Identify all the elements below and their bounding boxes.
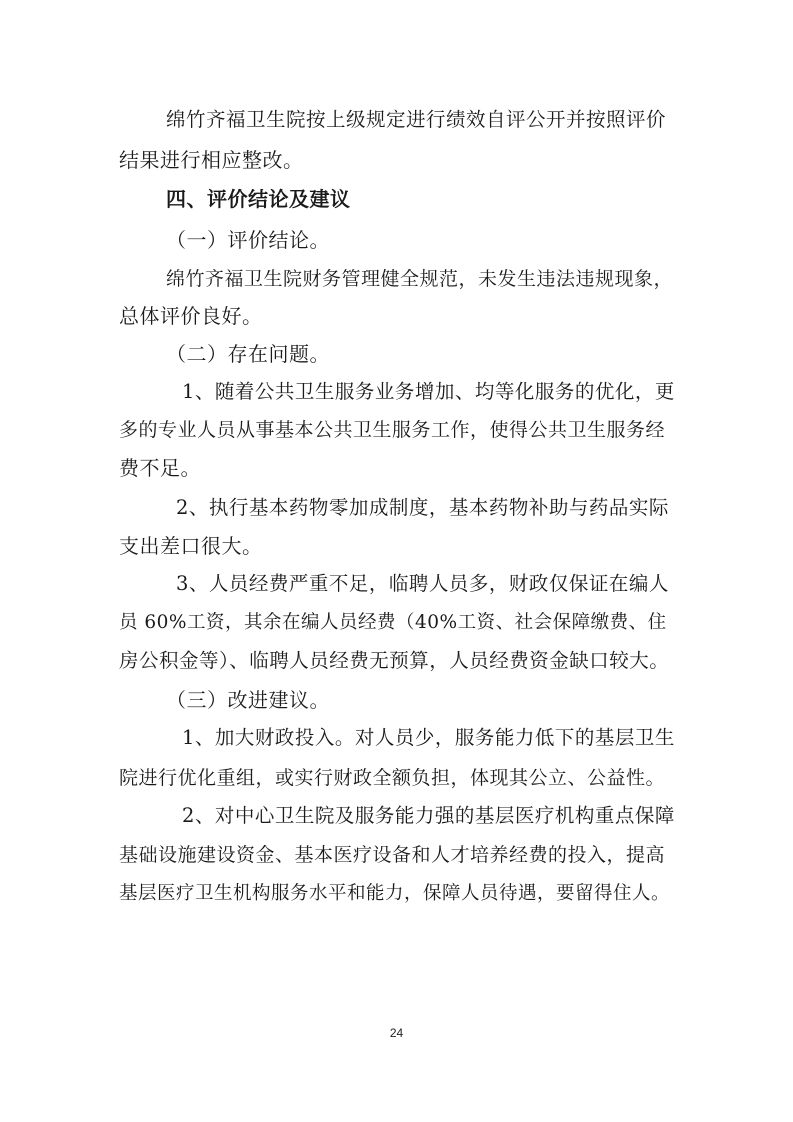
paragraph-line: 3、人员经费严重不足，临聘人员多，财政仅保证在编人 [176, 572, 669, 595]
paragraph-line: 房公积金等）、临聘人员经费无预算，人员经费资金缺口较大。 [119, 649, 670, 672]
page-number: 24 [389, 1026, 404, 1040]
paragraph-line: 费不足。 [119, 456, 201, 480]
paragraph-line: 结果进行相应整改。 [119, 148, 304, 172]
paragraph-line: 多的专业人员从事基本公共卫生服务工作，使得公共卫生服务经 [119, 419, 666, 441]
paragraph-line: 绵竹齐福卫生院按上级规定进行绩效自评公开并按照评价 [166, 108, 667, 131]
paragraph-line: 2、执行基本药物零加成制度，基本药物补助与药品实际 [176, 496, 669, 519]
subsection-heading: （一）评价结论。 [166, 228, 330, 252]
paragraph-line: 院进行优化重组，或实行财政全额负担，体现其公立、公益性。 [119, 767, 666, 789]
paragraph-line: 基础设施建设资金、基本医疗设备和人才培养经费的投入，提高 [119, 844, 666, 866]
paragraph-line: 基层医疗卫生机构服务水平和能力，保障人员待遇，要留得住人。 [119, 883, 671, 904]
paragraph-line: 员 60%工资，其余在编人员经费（40%工资、社会保障缴费、住 [119, 612, 667, 633]
paragraph-line: 2、对中心卫生院及服务能力强的基层医疗机构重点保障 [182, 804, 675, 827]
subsection-heading: （二）存在问题。 [166, 342, 330, 366]
paragraph-line: 1、加大财政投入。对人员少，服务能力低下的基层卫生 [182, 726, 675, 749]
paragraph-line: 绵竹齐福卫生院财务管理健全规范，未发生违法违规现象， [166, 268, 674, 290]
paragraph-line: 支出差口很大。 [119, 534, 263, 558]
paragraph-line: 总体评价良好。 [119, 304, 263, 328]
section-heading: 四、评价结论及建议 [166, 187, 351, 211]
subsection-heading: （三）改进建议。 [166, 688, 330, 712]
paragraph-line: 1、随着公共卫生服务业务增加、均等化服务的优化，更 [182, 380, 675, 403]
